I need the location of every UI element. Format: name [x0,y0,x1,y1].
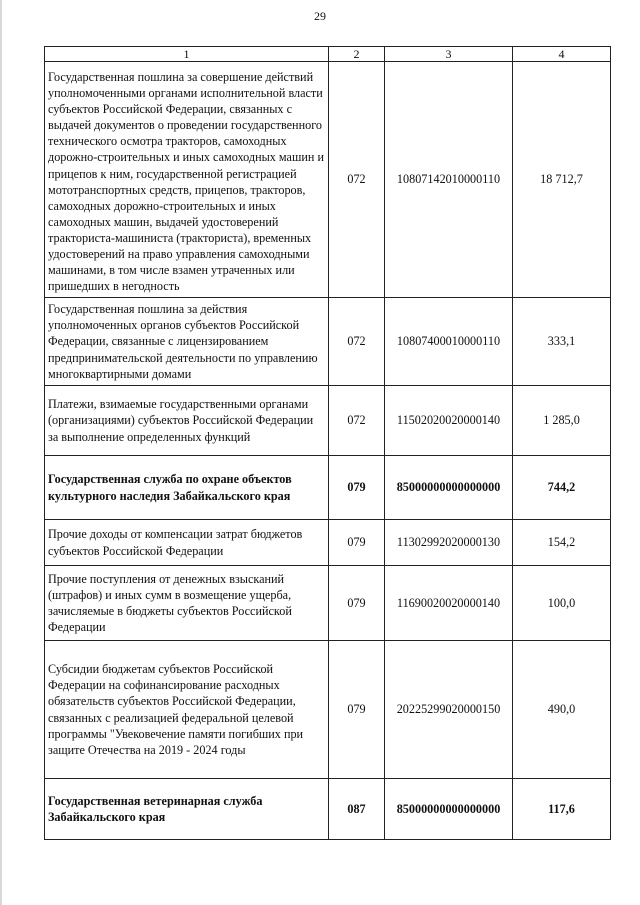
row-admin-code: 079 [329,456,385,520]
row-admin-code: 087 [329,779,385,840]
row-budget-code: 11302992020000130 [385,520,513,566]
row-budget-code: 20225299020000150 [385,641,513,779]
row-admin-code: 072 [329,298,385,386]
row-admin-code: 079 [329,520,385,566]
row-budget-code: 10807142010000110 [385,62,513,298]
row-amount: 117,6 [513,779,611,840]
row-amount: 333,1 [513,298,611,386]
row-name: Государственная ветеринарная служба Забайкальского края [45,779,329,840]
table-row [45,298,611,386]
row-amount: 100,0 [513,566,611,641]
row-amount: 154,2 [513,520,611,566]
revenue-table [44,46,611,840]
row-amount: 744,2 [513,456,611,520]
table-row [45,779,611,840]
row-admin-code: 072 [329,386,385,456]
row-name: Субсидии бюджетам субъектов Российской Федерации на софинансирование расходных обязательств субъектов Российской Федерации, связанных с реализацией федеральной целевой программы "Увековечение памяти погибших при защите Отечества на 2019 - 2024 годы [45,641,329,779]
row-name: Государственная служба по охране объектов культурного наследия Забайкальского края [45,456,329,520]
column-header-amount: 4 [513,47,611,62]
row-name: Государственная пошлина за действия уполномоченных органов субъектов Российской Федерации, связанные с лицензированием предпринимательской деятельности по управлению многоквартирными домами [45,298,329,386]
scan-edge [0,0,2,905]
row-budget-code: 85000000000000000 [385,456,513,520]
row-budget-code: 85000000000000000 [385,779,513,840]
table-row [45,566,611,641]
row-budget-code: 11502020020000140 [385,386,513,456]
row-admin-code: 079 [329,641,385,779]
row-budget-code: 10807400010000110 [385,298,513,386]
column-header-name: 1 [45,47,329,62]
table-row [45,62,611,298]
table-row [45,641,611,779]
row-amount: 490,0 [513,641,611,779]
table-row [45,386,611,456]
column-header-code: 2 [329,47,385,62]
row-amount: 18 712,7 [513,62,611,298]
column-header-kbk: 3 [385,47,513,62]
table-header-row [45,47,611,62]
row-name: Прочие доходы от компенсации затрат бюджетов субъектов Российской Федерации [45,520,329,566]
row-name: Прочие поступления от денежных взысканий (штрафов) и иных сумм в возмещение ущерба, зачисляемые в бюджеты субъектов Российской Федерации [45,566,329,641]
row-budget-code: 11690020020000140 [385,566,513,641]
row-amount: 1 285,0 [513,386,611,456]
row-name: Государственная пошлина за совершение действий уполномоченными органами исполнительной власти субъектов Российской Федерации, связанных с выдачей документов о проведении государственного технического осмотра тракторов, самоходных дорожно-строительных и иных самоходных машин и прицепов к ним, государственной регистрацией мототранспортных средств, прицепов, тракторов, самоходных дорожно-строительных и иных самоходных машин, выдачей удостоверений тракториста-машиниста (тракториста), временных удостоверений на право управления самоходными машинами, в том числе взамен утраченных или пришедших в негодность [45,62,329,298]
row-name: Платежи, взимаемые государственными органами (организациями) субъектов Российской Федерации за выполнение определенных функций [45,386,329,456]
page-number: 29 [314,9,326,23]
table-row [45,456,611,520]
row-admin-code: 079 [329,566,385,641]
table-row [45,520,611,566]
row-admin-code: 072 [329,62,385,298]
